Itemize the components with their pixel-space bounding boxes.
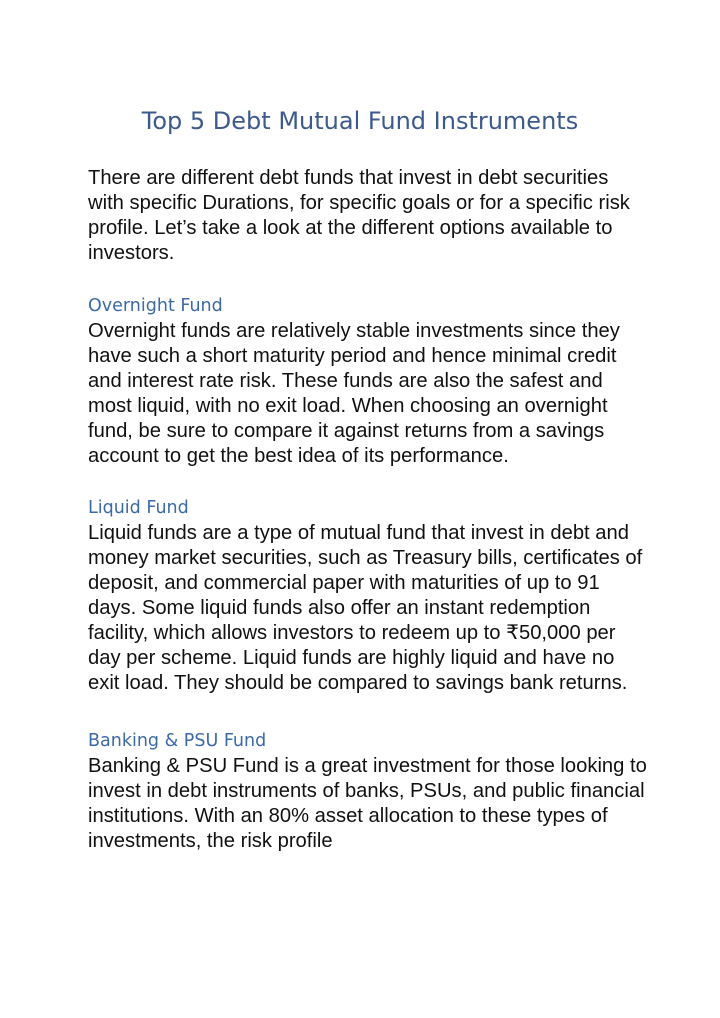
section-heading-overnight-fund: Overnight Fund [88,296,223,316]
document-body [88,166,648,854]
section-body-overnight-fund: Overnight funds are relatively stable investments since they have such a short maturity period and hence minimal credit and interest rate risk. These funds are also the safest and most liquid, with no exit load. When choosing an overnight fund, be sure to compare it against returns from a savings account to get the best idea of its performance. [88,320,620,467]
intro-paragraph: There are different debt funds that invest in debt securities with specific Durations, for specific goals or for a specific risk profile. Let’s take a look at the different options available to investors. [88,167,630,264]
section-body-banking-psu-fund: Banking & PSU Fund is a great investment for those looking to invest in debt instruments of banks, PSUs, and public financial institutions. With an 80% asset allocation to these types of investments, the risk profile [88,755,647,852]
section-heading-banking-psu-fund: Banking & PSU Fund [88,731,267,751]
section-heading-liquid-fund: Liquid Fund [88,498,189,518]
document-title: Top 5 Debt Mutual Fund Instruments [141,107,579,135]
section-body-liquid-fund: Liquid funds are a type of mutual fund that invest in debt and money market securities, such as Treasury bills, certificates of deposit, and commercial paper with maturities of up to 91 days. Some liquid funds also offer an instant redemption facility, which allows investors to redeem up to ₹50,000 per day per scheme. Liquid funds are highly liquid and have no exit load. They should be compared to savings bank returns. [88,522,643,694]
